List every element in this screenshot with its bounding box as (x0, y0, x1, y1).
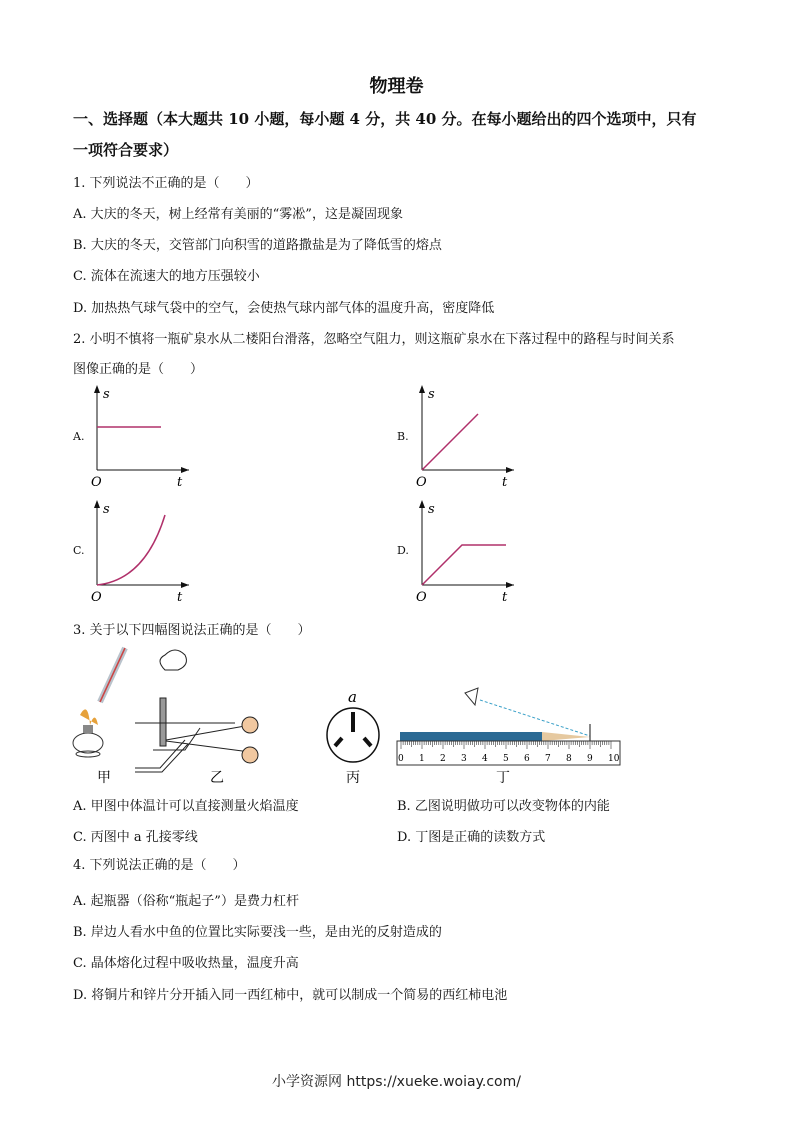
q3-option-b: B. 乙图说明做功可以改变物体的内能 (397, 799, 610, 814)
socket-icon (327, 708, 379, 762)
q4-option-b: B. 岸边人看水中鱼的位置比实际要浅一些，是由光的反射造成的 (73, 925, 442, 940)
origin-label: O (91, 590, 102, 605)
origin-label: O (416, 475, 427, 490)
page-title: 物理卷 (369, 76, 424, 97)
q1-option-c: C. 流体在流速大的地方压强较小 (73, 269, 260, 284)
curve (422, 545, 506, 585)
graph-d (416, 500, 514, 605)
q3-option-d: D. 丁图是正确的读数方式 (397, 830, 546, 845)
graph-c (91, 500, 189, 605)
svg-text:丁: 丁 (496, 770, 510, 786)
graph-a (91, 385, 189, 490)
axis-s-label: s (428, 502, 435, 517)
q3-option-c: C. 丙图中 a 孔接零线 (73, 830, 198, 845)
ruler-tick-label: 7 (545, 754, 551, 764)
footer-watermark: 小学资源网 https://xueke.woiay.com/ (272, 1074, 521, 1090)
q4-stem: 4. 下列说法正确的是（ ） (73, 858, 246, 873)
section-heading-cont: 一项符合要求） (73, 141, 179, 159)
svg-text:丙: 丙 (346, 770, 360, 786)
section-heading: 一、选择题（本大题共 10 小题，每小题 4 分，共 40 分。在每小题给出的四个选项中，只有 (73, 110, 697, 128)
axis-s-label: s (428, 387, 435, 402)
ruler-icon (397, 741, 620, 765)
curve (422, 414, 478, 470)
q3-option-a: A. 甲图中体温计可以直接测量火焰温度 (73, 799, 299, 814)
graph-c-label: C. (73, 544, 85, 557)
svg-text:甲: 甲 (97, 770, 111, 786)
ruler-tick-label: 3 (461, 754, 467, 764)
friction-tube-icon (135, 650, 258, 772)
ruler-tick-label: 0 (398, 754, 404, 764)
ruler-tick-label: 9 (587, 754, 593, 764)
curve (97, 515, 165, 585)
ruler-tick-label: 6 (524, 754, 530, 764)
eye-icon (465, 688, 590, 736)
ruler-tick-label: 1 (419, 754, 425, 764)
svg-text:乙: 乙 (210, 770, 224, 786)
ruler-tick-label: 10 (608, 754, 620, 764)
q3-figures (60, 640, 640, 790)
ruler-tick-label: 8 (566, 754, 572, 764)
q2-stem: 2. 小明不慎将一瓶矿泉水从二楼阳台滑落，忽略空气阻力，则这瓶矿泉水在下落过程中的路程与时间关系 (73, 332, 675, 347)
q1-option-a: A. 大庆的冬天，树上经常有美丽的“雾凇”，这是凝固现象 (73, 207, 403, 222)
axis-s-label: s (103, 387, 110, 402)
graph-b-label: B. (397, 430, 409, 443)
alcohol-lamp-icon (73, 709, 103, 757)
graph-b (416, 385, 514, 490)
ruler-tick-label: 4 (482, 754, 488, 764)
q1-stem: 1. 下列说法不正确的是（ ） (73, 176, 259, 191)
thermometer-icon (100, 648, 125, 702)
q2-stem-cont: 图像正确的是（ ） (73, 362, 204, 377)
q4-option-a: A. 起瓶器（俗称“瓶起子”）是费力杠杆 (73, 894, 299, 909)
origin-label: O (416, 590, 427, 605)
socket-label: a (348, 688, 357, 706)
q4-option-d: D. 将铜片和锌片分开插入同一西红柿中，就可以制成一个简易的西红柿电池 (73, 988, 508, 1003)
axis-t-label: t (502, 475, 508, 490)
origin-label: O (91, 475, 102, 490)
axis-s-label: s (103, 502, 110, 517)
q1-option-b: B. 大庆的冬天，交管部门向积雪的道路撒盐是为了降低雪的熔点 (73, 238, 442, 253)
q1-option-d: D. 加热热气球气袋中的空气，会使热气球内部气体的温度升高，密度降低 (73, 301, 495, 316)
ruler-tick-label: 5 (503, 754, 509, 764)
graph-d-label: D. (397, 544, 409, 557)
axis-t-label: t (177, 475, 183, 490)
graph-a-label: A. (73, 430, 85, 443)
ruler-tick-label: 2 (440, 754, 446, 764)
axis-t-label: t (177, 590, 183, 605)
q3-stem: 3. 关于以下四幅图说法正确的是（ ） (73, 623, 311, 638)
q4-option-c: C. 晶体熔化过程中吸收热量，温度升高 (73, 956, 299, 971)
axis-t-label: t (502, 590, 508, 605)
